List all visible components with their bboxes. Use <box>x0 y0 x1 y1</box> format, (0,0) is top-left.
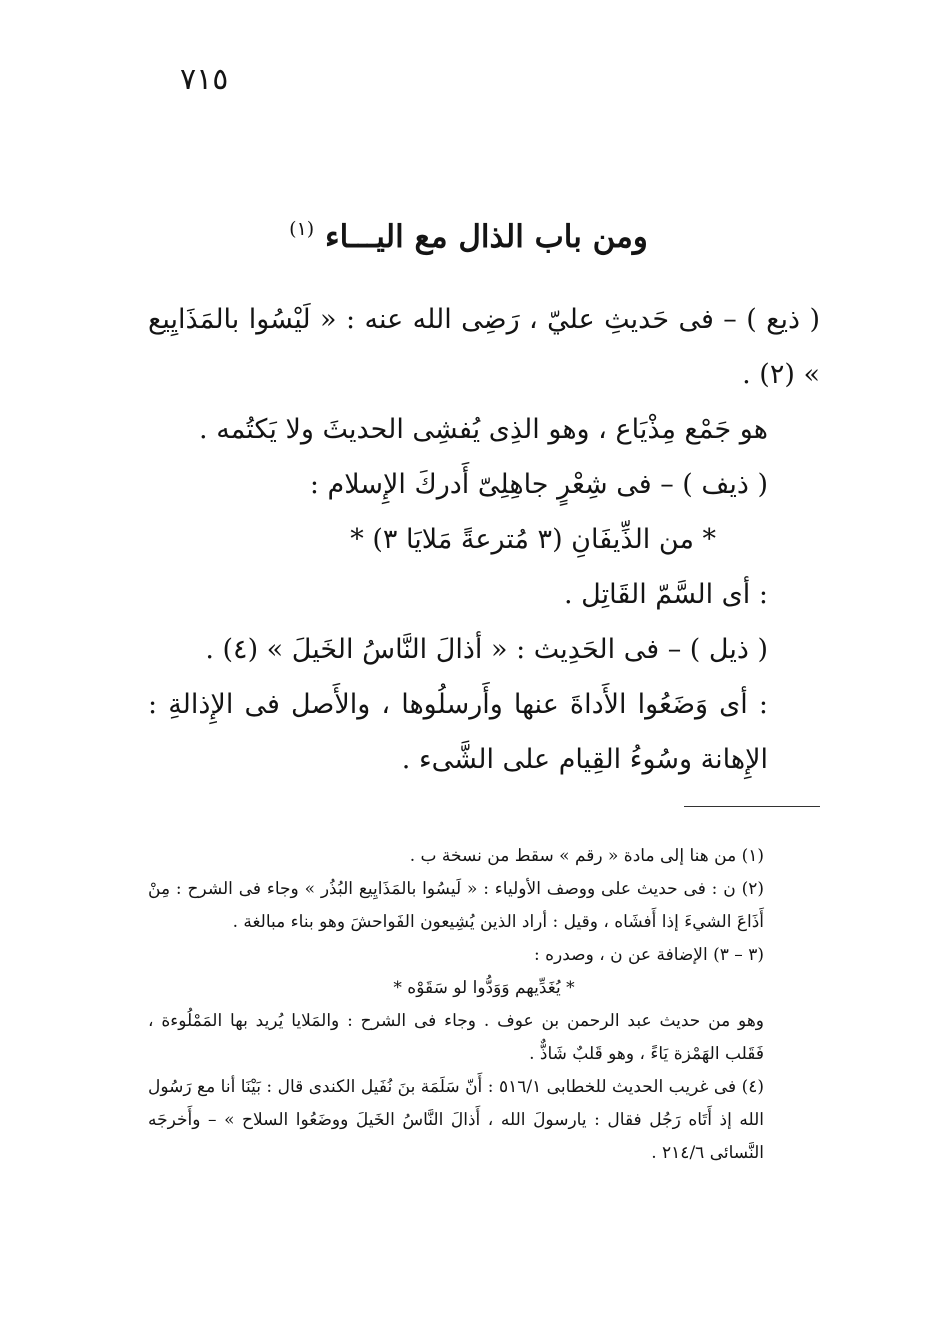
footnote-2: (٢) ن : فى حديث على ووصف الأولياء : « لَيسُوا بالمَذَايِيع البُذُر » وجاء فى الشرح : مِنْ أَذَاعَ الشيءَ إذا أَفشَاه ، وقيل : أراد الذين يُشِيعون الفَواحشَ وهو بناء مبالغة . <box>148 879 764 932</box>
entry-dhayf-verse: * من الذِّيفَانِ (٣ مُترعةً مَلايَا ٣) * <box>350 524 716 555</box>
footnote-divider <box>684 806 820 807</box>
main-text <box>148 292 820 787</box>
footnote-4: (٤) فى غريب الحديث للخطابى ٥١٦/١ : أَنّ سَلَمَة بنَ نُفَيل الكندى قال : بَيْنَا أنا مع رَسُول الله إذ أَتَاه رَجُل فقال : يارسولَ الله ، أَذالَ النَّاسُ الخَيلَ ووضَعُوا السلاح » – وأَخرجَه النَّسائى ٢١٤/٦ . <box>148 1077 764 1163</box>
entry-dhay-line: ( ذيع ) – فى حَديثِ عليّ ، رَضِى الله عنه : « لَيْسُوا بالمَذَايِيع » (٢) . <box>148 304 820 390</box>
footnote-3-verse: * يُغَدِّيهم وَوَدُّوا لو سَقَوْه * <box>393 978 575 998</box>
footnote-3-continued: وهو من حديث عبد الرحمن بن عوف . وجاء فى الشرح : والمَلايا يُريد بها المَمْلُوءة ، فَقَلب الهَمْزة يَاءً ، وهو قَلبٌ شَاذٌّ . <box>148 1011 764 1064</box>
footnote-3: (٣ – ٣) الإضافة عن ن ، وصدره : <box>533 945 764 965</box>
section-title: ومن باب الذال مع اليـــاء <box>325 219 648 255</box>
footnotes <box>148 840 820 1170</box>
entry-dhay-explanation: هو جَمْع مِذْيَاع ، وهو الذِى يُفشِى الحديثَ ولا يَكتُمه . <box>199 414 768 445</box>
entry-dhayl-line: ( ذيل ) – فى الحَدِيث : « أذالَ النَّاسُ الخَيلَ » (٤) . <box>205 634 768 665</box>
section-heading <box>0 218 937 255</box>
page-number: ٧١٥ <box>180 62 229 97</box>
entry-dhayl-explanation: : أى وَضَعُوا الأَداةَ عنها وأَرسلُوها ، والأَصل فى الإِذالةِ : الإِهانة وسُوءُ القِيام على الشَّىء . <box>148 689 768 775</box>
footnote-1: (١) من هنا إلى مادة « رقم » سقط من نسخة ب . <box>409 846 764 866</box>
footnote-ref-1: (١) <box>289 218 315 240</box>
entry-dhayf-explanation: : أى السَّمّ القَاتِل . <box>563 579 768 610</box>
entry-dhayf-line: ( ذيف ) – فى شِعْرٍ جاهِلِىّ أَدركَ الإِسلام : <box>309 469 768 500</box>
